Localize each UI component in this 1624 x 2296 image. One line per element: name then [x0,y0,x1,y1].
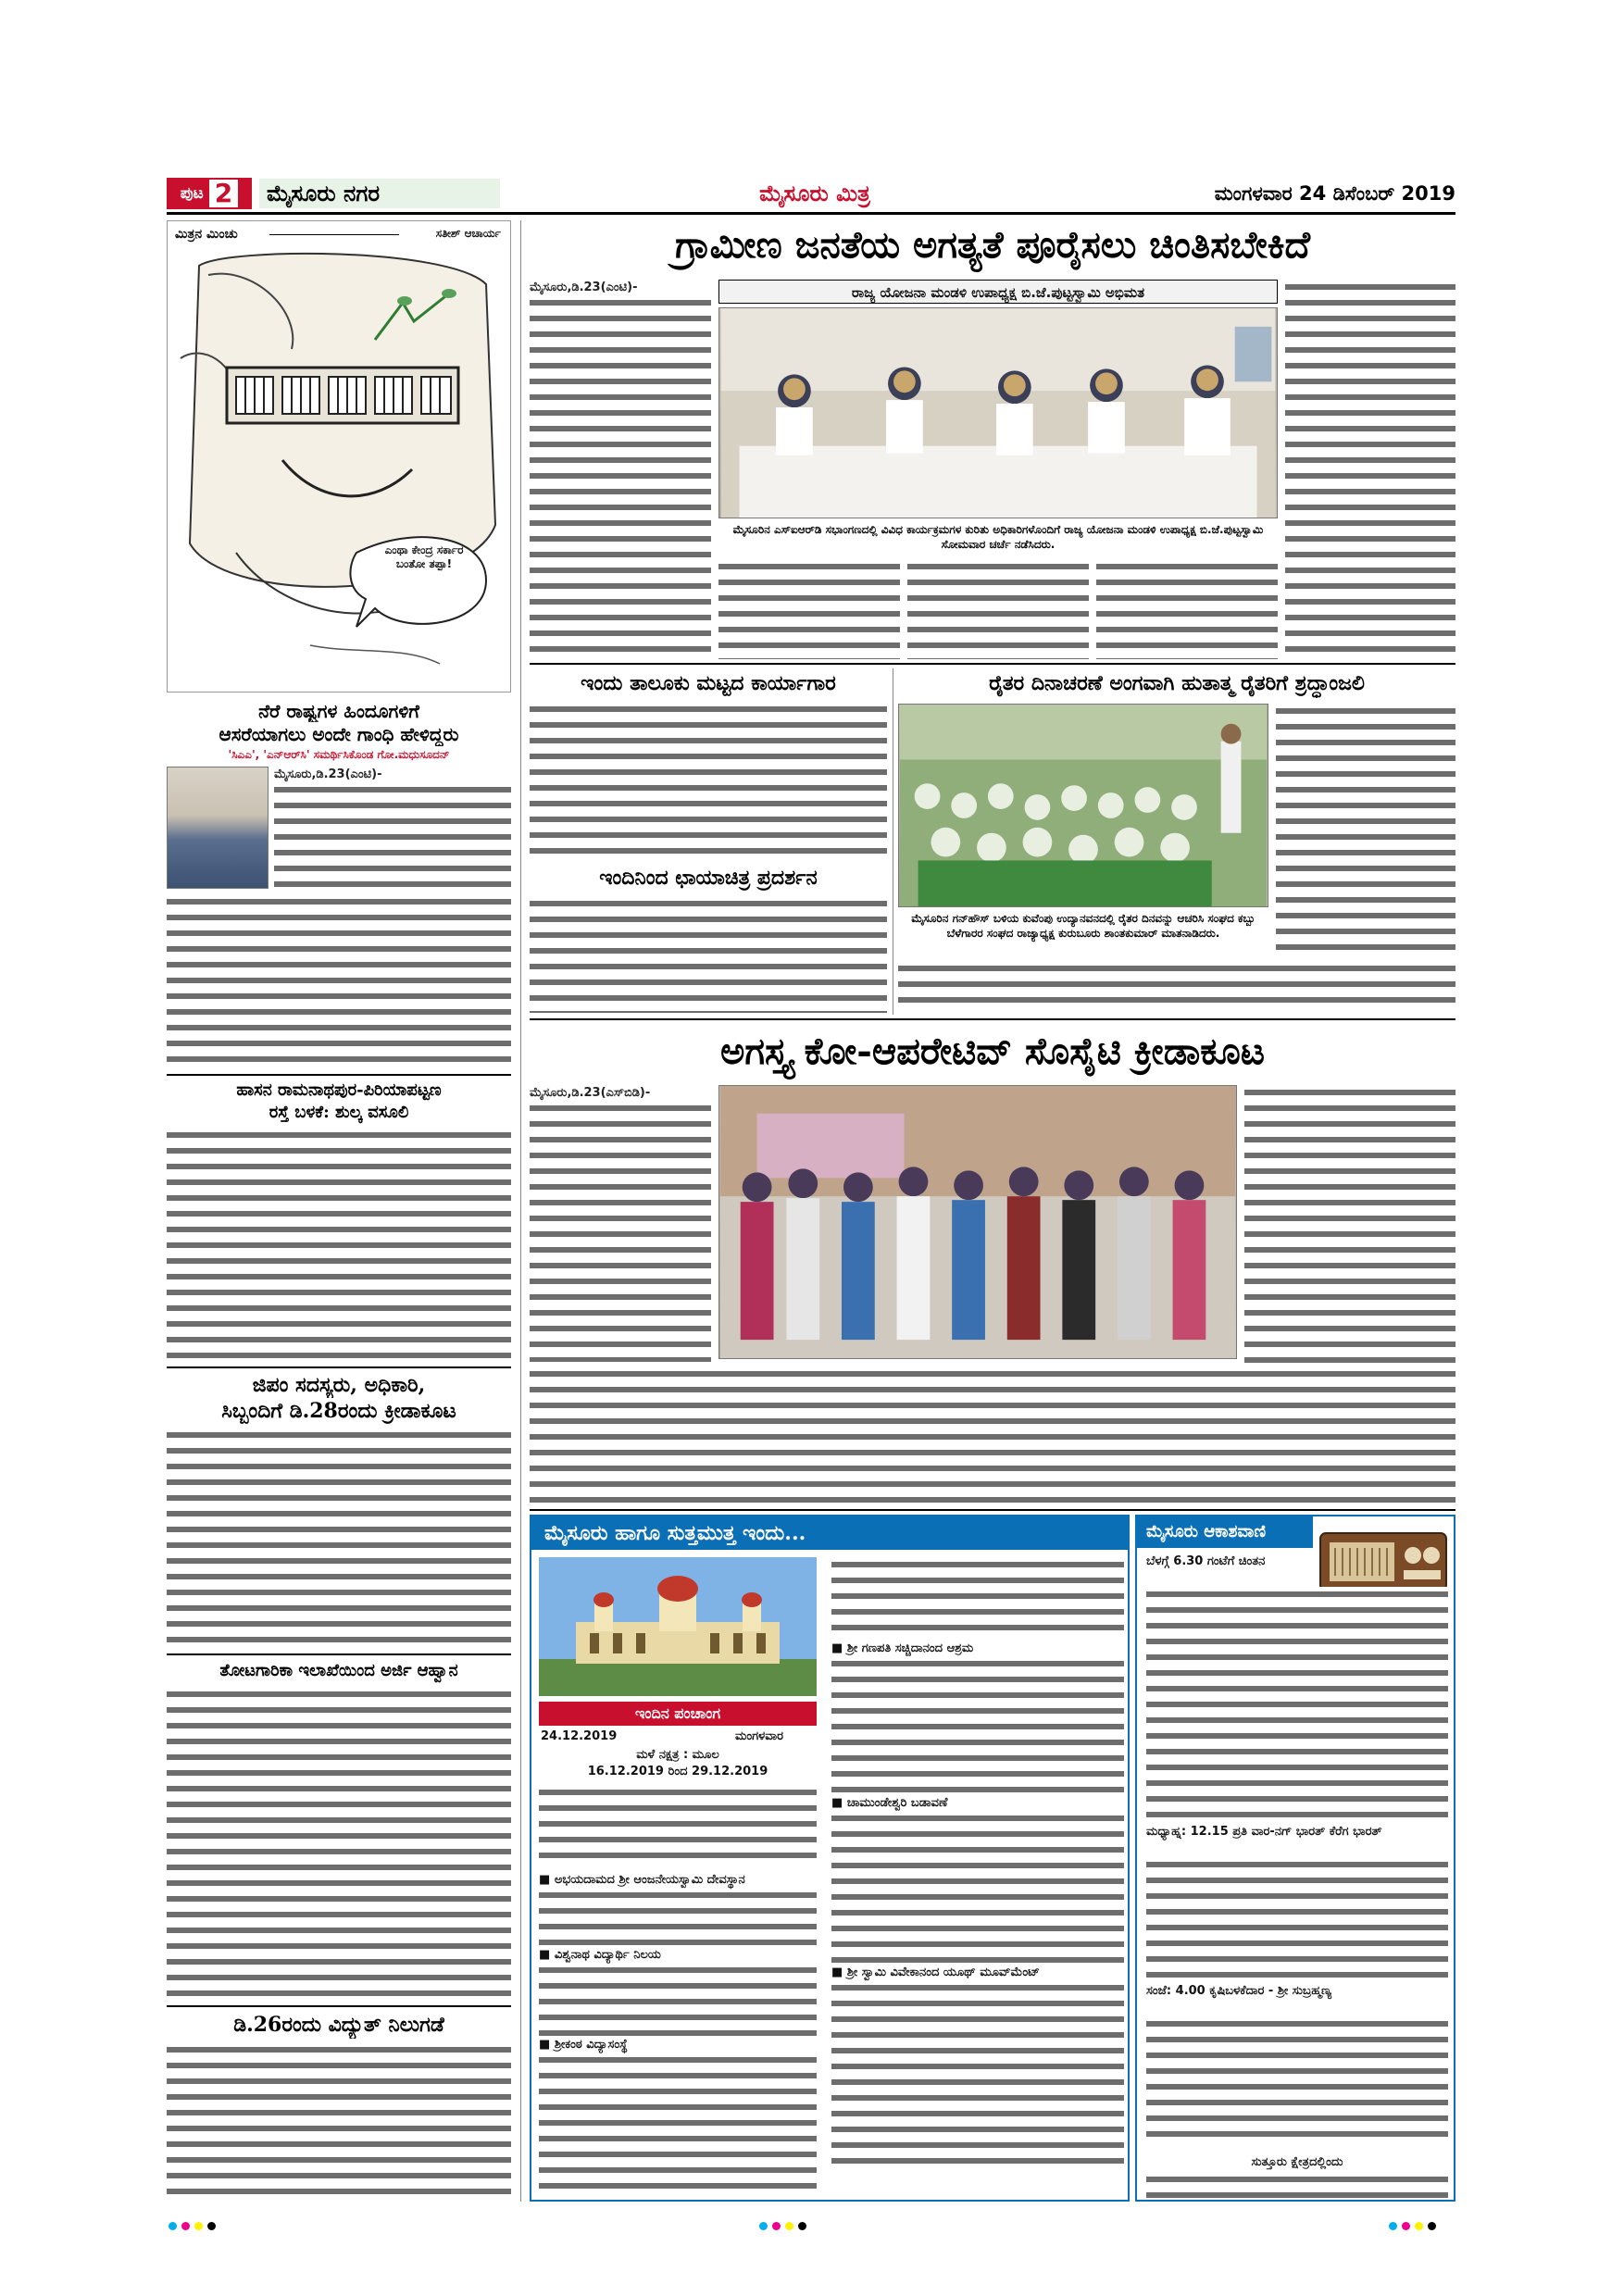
zp-sports-story [167,1372,511,1650]
agastya-dateline: ಮೈಸೂರು,ಡಿ.23(ಎಸ್‌ಬಿಡಿ)- [530,1086,651,1100]
today-item-title: ಚಾಮುಂಡೇಶ್ವರಿ ಬಡಾವಣೆ [846,1796,948,1810]
zp-headline-2: ಸಿಬ್ಬಂದಿಗೆ ಡಿ.28ರಂದು ಕ್ರೀಡಾಕೂಟ [221,1399,456,1423]
panchanga-nakshatra: ಮಳೆ ನಕ್ಷತ್ರ : ಮೂಲ [636,1748,719,1762]
today-item: ■ ಅಭಯದಾಮದ ಶ್ರೀ ಆಂಜನೇಯಸ್ವಾಮಿ ದೇವಸ್ಥಾನ [539,1873,745,1887]
column-divider-left [520,220,521,2202]
today-items-right [831,1557,1124,2196]
lead-photo-block [718,280,1278,557]
mysore-palace-photo [539,1557,817,1696]
section-name: ಮೈಸೂರು ನಗರ [259,179,500,208]
today-item-body [831,1557,1124,1641]
today-item: ■ ಶ್ರೀ ಗಣಪತಿ ಸಚ್ಚಿದಾನಂದ ಆಶ್ರಮ [831,1641,974,1655]
lead-col-4 [1096,559,1278,659]
zp-headline-1: ಜಿಪಂ ಸದಸ್ಯರು, ಅಧಿಕಾರಿ, [252,1373,426,1397]
radio-noon-body [1146,1857,1448,1978]
today-top-rule [530,1509,1455,1511]
cartoon-column-title: ಮಿತ್ರನ ಮಿಂಚು [175,227,238,242]
lead-photo-caption: ಮೈಸೂರಿನ ಎಸ್‌ಐಆರ್‌ಡಿ ಸಭಾಂಗಣದಲ್ಲಿ ವಿವಿಧ ಕಾರ್ಯಕ್ರಮಗಳ ಕುರಿತು ಅಧಿಕಾರಿಗಳೊಂದಿಗೆ ರಾಜ್ಯ ಯೋಜನಾ ಮಂಡಳಿ ಉಪಾಧ್ಯಕ್ಷ ಬಿ.ಜೆ.ಪುಟ್ಟಸ್ವಾಮಿ ಸೋಮವಾರ ಚರ್ಚೆ ನಡೆಸಿದರು. [732,523,1264,551]
power-headline: ಡಿ.26ರಂದು ವಿದ್ಯುತ್ ನಿಲುಗಡೆ [233,2013,444,2037]
paper-name: ಮೈಸೂರು ಮಿತ್ರ [759,180,870,206]
today-item: ■ ಚಾಮುಂಡೇಶ್ವರಿ ಬಡಾವಣೆ [831,1796,948,1810]
today-item-title: ಅಭಯದಾಮದ ಶ್ರೀ ಆಂಜನೇಯಸ್ವಾಮಿ ದೇವಸ್ಥಾನ [554,1873,745,1887]
panchanga-date: 24.12.2019 [541,1729,618,1743]
today-item-title: ಶ್ರೀ ಸ್ವಾಮಿ ವಿವೇಕಾನಂದ ಯೂಥ್ ಮೂವ್‌ಮೆಂಟ್ [846,1965,1040,1979]
today-item-title: ಶ್ರೀಕಂಠ ವಿದ್ಯಾಸಂಸ್ಥೆ [554,2038,628,2052]
masthead-rule [167,212,1455,215]
power-body [167,2042,511,2200]
zp-body [167,1428,511,1646]
lead-col-1 [530,280,711,659]
panchanga-body [539,1785,817,1865]
agastya-top-rule [530,1018,1455,1020]
photo-exhibit-body [530,896,887,1013]
registration-marks-center [759,2216,811,2234]
today-header: ಮೈಸೂರು ಹಾಗೂ ಸುತ್ತಮುತ್ತ ಇಂದು... [531,1516,1128,1550]
radio-noon: ಮಧ್ಯಾಹ್ನ: 12.15 ಪ್ರತಿ ವಾರ-ನಗ್ ಭಾರತ್ ಕೆರೆಗ ಭಾರತ್ [1146,1825,1382,1839]
cartoon-artist: ಸತೀಶ್ ಆಚಾರ್ಯ [435,227,501,240]
power-story [167,2011,511,2202]
radio-header: ಮೈಸೂರು ಆಕಾಶವಾಣಿ [1137,1516,1313,1548]
gandhi-body-continued [167,894,511,1067]
lead-headline: ಗ್ರಾಮೀಣ ಜನತೆಯ ಅಗತ್ಯತೆ ಪೂರೈಸಲು ಚಿಂತಿಸಬೇಕಿದೆ [675,223,1310,267]
lead-col-3 [907,559,1089,659]
today-item-title: ವಿಶ್ವನಾಥ ವಿದ್ಯಾರ್ಥಿ ನಿಲಯ [554,1948,661,1962]
radio-footer-body [1146,2172,1448,2198]
page-number: 2 [209,180,238,207]
horticulture-body [167,1687,511,1998]
today-item-body [539,2053,817,2195]
farmers-photo [898,704,1268,907]
cartoon-bubble-text: ಎಂಥಾ ಕೇಂದ್ರ ಸರ್ಕಾರ ಬಂತೋ ತಪ್ಪಾ! [384,543,464,570]
today-item: ■ ಶ್ರೀಕಂಠ ವಿದ್ಯಾಸಂಸ್ಥೆ [539,2038,628,2052]
today-item-body [539,1963,817,2037]
left-divider-1 [167,1074,511,1076]
agastya-headline: ಅಗಸ್ತ್ಯ ಕೋ-ಆಪರೇಟಿವ್ ಸೊಸೈಟಿ ಕ್ರೀಡಾಕೂಟ [720,1029,1265,1073]
photo-exhibit-headline: ಇಂದಿನಿಂದ ಛಾಯಾಚಿತ್ರ ಪ್ರದರ್ಶನ [599,866,818,890]
radio-evening-body [1146,2016,1448,2146]
today-item-body [831,1980,1124,2165]
toll-headline-1: ಹಾಸನ ರಾಮನಾಥಪುರ-ಪಿರಿಯಾಪಟ್ಟಣ [236,1080,442,1100]
page-label: ಪುಟ [180,184,204,203]
radio-morning-body [1146,1587,1448,1818]
lead-kicker: ರಾಜ್ಯ ಯೋಜನಾ ಮಂಡಳಿ ಉಪಾಧ್ಯಕ್ಷ ಬಿ.ಜೆ.ಪುಟ್ಟಸ್ವಾಮಿ ಅಭಿಮತ [718,280,1278,304]
radio-section [1135,1515,1455,2202]
horticulture-story [167,1659,511,2002]
gandhi-subhead: 'ಸಿಎಎ', 'ಎನ್‌ಆರ್‌ಸಿ' ಸಮರ್ಥಿಸಿಕೊಂಡ ಗೋ.ಮಧುಸೂದನ್ [228,748,450,761]
radio-morning: ಬೆಳಗ್ಗೆ 6.30 ಗಂಟೆಗೆ ಚಿಂತನ [1146,1554,1266,1568]
today-item-body [831,1656,1124,1795]
lead-bottom-rule [530,663,1455,665]
gandhi-body [274,767,511,889]
toll-story [167,1079,511,1363]
toll-headline-2: ರಸ್ತೆ ಬಳಕೆ: ಶುಲ್ಕ ವಸೂಲಿ [269,1103,409,1122]
today-item: ■ ಶ್ರೀ ಸ್ವಾಮಿ ವಿವೇಕಾನಂದ ಯೂಥ್ ಮೂವ್‌ಮೆಂಟ್ [831,1965,1040,1979]
registration-marks-right [1389,2216,1441,2234]
farmers-body-bottom [898,961,1455,1011]
radio-icon [1317,1520,1450,1594]
jail-story [530,668,887,858]
agastya-col-2 [1244,1085,1455,1363]
cartoon-drawing [171,247,506,688]
today-items-left [539,1872,817,2196]
agastya-photo [718,1085,1237,1359]
gandhi-story [167,700,511,1070]
page-label-box [167,178,252,209]
agastya-col-1 [530,1085,711,1363]
today-item: ■ ವಿಶ್ವನಾಥ ವಿದ್ಯಾರ್ಥಿ ನಿಲಯ [539,1948,661,1962]
agastya-body-lower [530,1366,1455,1505]
toll-body [167,1128,511,1359]
masthead [167,176,1455,211]
lead-col-5 [1285,280,1455,659]
today-section [530,1515,1130,2202]
today-item-title: ಶ್ರೀ ಗಣಪತಿ ಸಚ್ಚಿದಾನಂದ ಆಶ್ರಮ [846,1641,974,1655]
gandhi-headline-2: ಆಸರೆಯಾಗಲು ಅಂದೇ ಗಾಂಧಿ ಹೇಳಿದ್ದರು [219,723,459,745]
gandhi-headline-1: ನೆರೆ ರಾಷ್ಟ್ರಗಳ ಹಿಂದೂಗಳಿಗೆ [258,700,419,722]
jail-body [530,702,887,857]
lead-dateline: ಮೈಸೂರು,ಡಿ.23(ಎಂಟಿ)- [530,281,638,294]
today-item-body [539,1888,817,1947]
farmers-headline: ರೈತರ ದಿನಾಚರಣೆ ಅಂಗವಾಗಿ ಹುತಾತ್ಮ ರೈತರಿಗೆ ಶ್ರದ್ಧಾಂಜಲಿ [989,671,1365,695]
lead-col-2 [718,559,900,659]
left-divider-2 [167,1366,511,1368]
jail-headline: ಇಂದು ತಾಲೂಕು ಮಟ್ಟದ ಕಾರ್ಯಾಗಾರ [581,671,836,695]
cartoon-title-rule [269,234,399,235]
left-divider-3 [167,1653,511,1655]
cartoon-box [167,220,511,693]
lead-meeting-photo [718,307,1278,518]
horticulture-headline: ತೋಟಗಾರಿಕಾ ಇಲಾಖೆಯಿಂದ ಅರ್ಜಿ ಆಹ್ವಾನ [219,1661,458,1680]
farmers-photo-caption: ಮೈಸೂರಿನ ಗನ್‌ಹೌಸ್ ಬಳಿಯ ಕುವೆಂಪು ಉದ್ಯಾನವನದಲ್ಲಿ ರೈತರ ದಿನವನ್ನು ಆಚರಿಸಿ ಸಂಘದ ಕಬ್ಬು ಬೆಳೆಗಾರರ ಸಂಘದ ರಾಜ್ಯಾಧ್ಯಕ್ಷ ಕುರುಬೂರು ಶಾಂತಕುಮಾರ್ ಮಾತನಾಡಿದರು. [911,912,1255,940]
farmers-body [1276,704,1455,957]
radio-footer: ಸುತ್ತೂರು ಕ್ಷೇತ್ರದಲ್ಲಿಂದು [1251,2155,1343,2169]
today-item-body [831,1811,1124,1965]
panchanga-title: ಇಂದಿನ ಪಂಚಾಂಗ [539,1702,817,1726]
panchanga-range: 16.12.2019 ರಿಂದ 29.12.2019 [587,1765,768,1778]
radio-evening: ಸಂಜೆ: 4.00 ಕೃಷಿಬಳಕೆದಾರ - ಶ್ರೀ ಸುಬ್ರಹ್ಮಣ್ಯ [1146,1984,1331,1998]
registration-marks-left [169,2216,220,2234]
panchanga-weekday: ಮಂಗಳವಾರ [735,1729,784,1743]
gandhi-dateline: ಮೈಸೂರು,ಡಿ.23(ಎಂಟಿ)- [274,767,382,781]
photo-exhibit-story [530,863,887,1015]
gandhi-portrait [167,767,269,889]
farmers-story [898,668,1455,1015]
left-divider-4 [167,2005,511,2007]
issue-date: ಮಂಗಳವಾರ 24 ಡಿಸೆಂಬರ್ 2019 [1214,182,1455,205]
